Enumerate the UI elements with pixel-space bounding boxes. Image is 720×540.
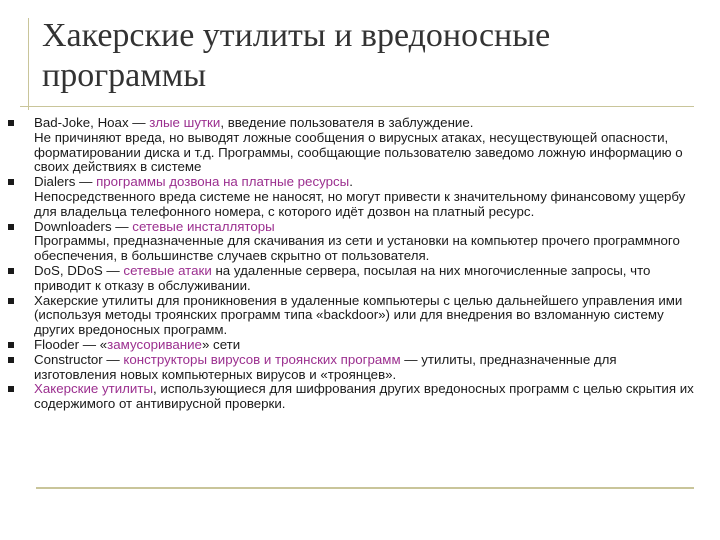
item-highlight: сетевые атаки xyxy=(123,262,212,278)
square-bullet-icon xyxy=(8,179,14,185)
list-item xyxy=(0,264,720,294)
square-bullet-icon xyxy=(8,357,14,363)
list-item xyxy=(0,382,720,412)
square-bullet-icon xyxy=(8,342,14,348)
square-bullet-icon xyxy=(8,120,14,126)
square-bullet-icon xyxy=(8,298,14,304)
item-lead: DoS, DDoS — xyxy=(34,262,124,278)
item-highlight: программы дозвона на платные ресурсы xyxy=(96,174,350,190)
list-item xyxy=(0,116,720,175)
square-bullet-icon xyxy=(8,268,14,274)
item-highlight: замусоривание xyxy=(107,336,202,352)
list-item xyxy=(0,220,720,264)
bottom-rule xyxy=(36,487,694,489)
list-item xyxy=(0,338,720,353)
item-tail: — утилиты, предназначенные для изготовления новых компьютерных вирусов и «троянцев». xyxy=(34,351,617,382)
item-highlight: Хакерские утилиты xyxy=(34,381,154,397)
item-lead: Bad-Joke, Hoax — xyxy=(34,115,150,130)
item-tail: , использующиеся для шифрования других вредоносных программ с целью скрытия их содержимого от антивирусной проверки. xyxy=(34,381,694,412)
title-vertical-rule xyxy=(28,18,29,110)
item-highlight: злые шутки xyxy=(149,115,221,130)
item-lead: Constructor — xyxy=(34,351,124,367)
square-bullet-icon xyxy=(8,386,14,392)
item-description: Не причиняют вреда, но выводят ложные сообщения о вирусных атаках, несуществующей опасности, форматировании диска и т.д. Программы, сообщающие пользователю заведомо ложную информацию о своих действиях в системе xyxy=(34,129,683,175)
item-lead: Хакерские утилиты для проникновения в удаленные компьютеры с целью дальнейшего управления ими (используя методы троянских программ типа «backdoor») или для внедрения во взломанную систему других вредоносных программ. xyxy=(34,292,683,338)
item-tail: на удаленные сервера, посылая на них многочисленные запросы, что приводит к отказу в обслуживании. xyxy=(34,262,651,293)
item-tail: , введение пользователя в заблуждение. xyxy=(220,115,474,130)
item-tail: » сети xyxy=(201,336,241,352)
item-description: Программы, предназначенные для скачивания из сети и установки на компьютер прочего программного обеспечения, в большинстве случаев скрытно от пользователя. xyxy=(34,233,680,264)
item-highlight: конструкторы вирусов и троянских программ xyxy=(123,351,401,367)
list-item xyxy=(0,353,720,383)
list-item xyxy=(0,175,720,219)
item-highlight: сетевые инсталляторы xyxy=(132,218,275,234)
title-underline xyxy=(20,106,694,107)
item-tail: . xyxy=(349,174,353,190)
item-lead: Downloaders — xyxy=(34,218,133,234)
list-item xyxy=(0,294,720,338)
square-bullet-icon xyxy=(8,224,14,230)
item-lead: Flooder — « xyxy=(34,336,108,352)
item-lead: Dialers — xyxy=(34,174,97,190)
item-description: Непосредственного вреда системе не наносят, но могут привести к значительному финансовому ущербу для владельца телефонного номера, с которого идёт дозвон на платный ресурс. xyxy=(34,188,686,219)
slide-title: Хакерские утилиты и вредоносные программы xyxy=(42,17,551,94)
bullet-list xyxy=(0,116,720,412)
